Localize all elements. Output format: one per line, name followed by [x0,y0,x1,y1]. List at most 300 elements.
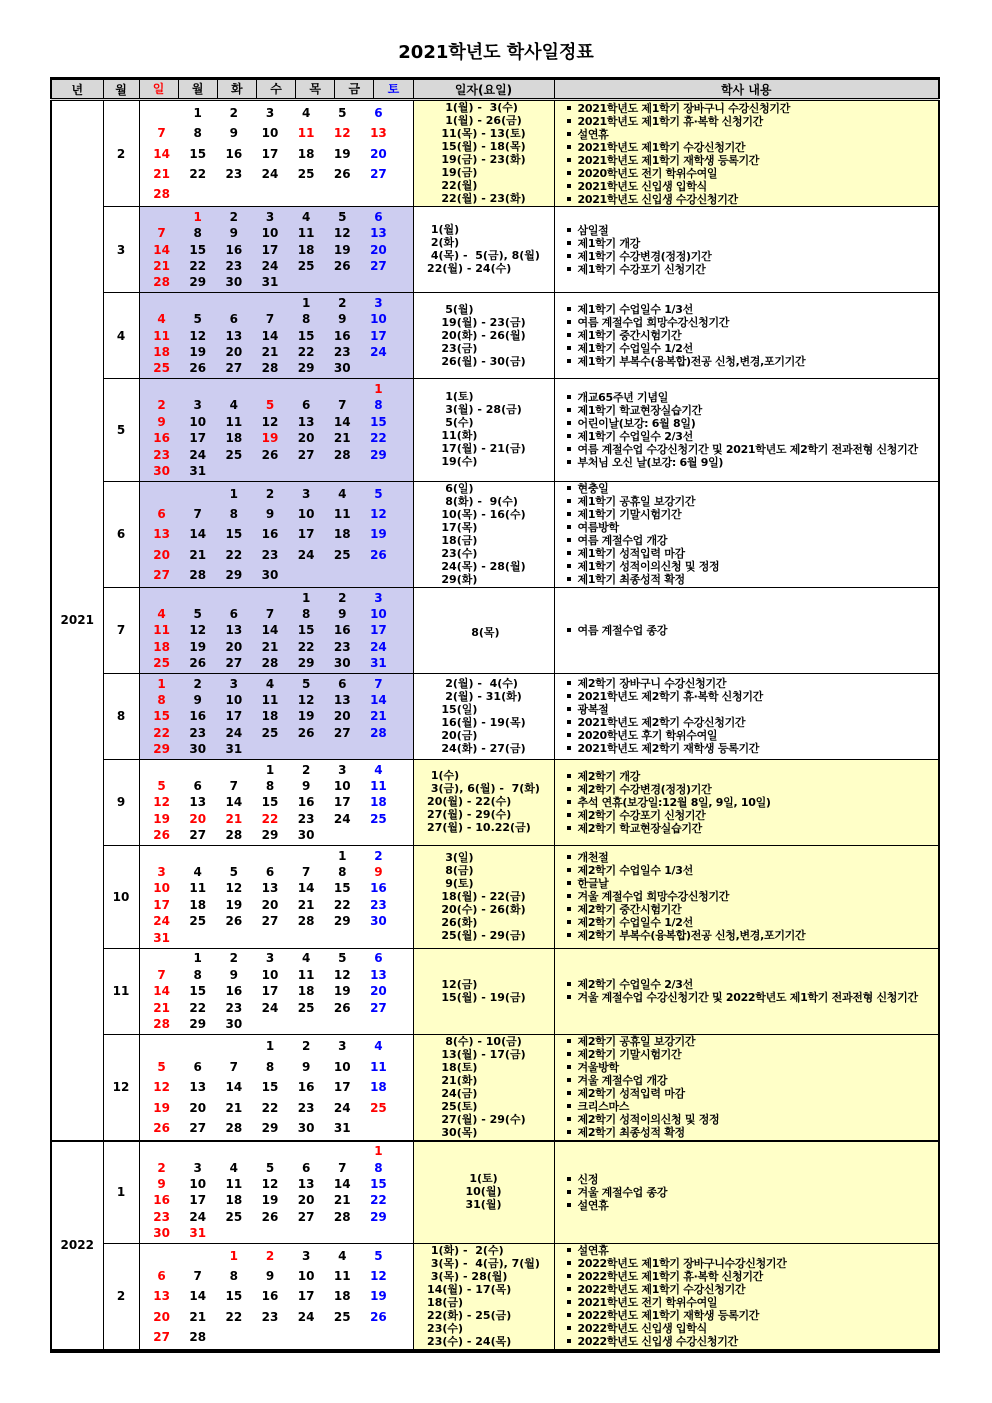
calendar-week-row [144,655,397,671]
day-number: 6 [229,312,239,327]
square-bullet-icon [567,1117,571,1121]
day-number: 8 [338,865,347,879]
day-number: 16 [153,431,170,446]
day-number: 27 [370,166,387,181]
day-number: 24 [225,725,243,740]
schedule-items [555,851,939,942]
calendar-week-row [144,639,397,655]
square-bullet-icon [567,707,571,711]
day-number: 29 [261,828,279,843]
schedule-item [567,180,939,193]
day-number: 7 [265,312,275,327]
day-number: 21 [189,1309,207,1324]
day-number: 16 [333,328,351,343]
day-number: 10 [225,692,243,707]
schedule-item [567,1035,939,1048]
square-bullet-icon [567,359,571,363]
square-bullet-icon [567,1287,571,1291]
day-number: 27 [261,914,279,929]
day-number: 14 [225,795,243,810]
calendar-week-row [144,1266,397,1286]
date-range: 20(수) - 26(화) [441,902,526,916]
calendar-week-row [144,692,397,708]
day-number: 1 [193,105,202,120]
month-block-2021-2 [51,100,939,207]
date-lines [441,390,525,468]
month-number: 12 [103,1034,139,1141]
square-bullet-icon [567,564,571,568]
day-number: 26 [189,361,207,376]
month-calendar [139,481,413,587]
schedule-item-text: 2021학년도 신입생 수강신청기간 [577,192,738,206]
weekday-label-6: 토 [373,80,412,98]
calendar-week-row [144,761,397,777]
month-calendar [139,845,413,948]
calendar-week-row [144,524,397,544]
day-number: 12 [297,692,315,707]
day-number: 30 [333,361,351,376]
day-number: 5 [338,105,347,120]
schedule-items [555,224,939,276]
square-bullet-icon [567,241,571,245]
day-number: 2 [229,105,239,120]
day-number: 16 [225,146,243,161]
schedule-item-text: 겨울 계절수업 종강 [577,1185,668,1199]
day-number: 4 [265,676,275,691]
schedule-item-text: 신정 [577,1172,599,1186]
schedule-item [567,1257,939,1270]
day-number: 20 [297,1193,315,1208]
square-bullet-icon [567,920,571,924]
day-number: 18 [370,1080,387,1095]
date-range: 24(금) [441,1086,478,1100]
calendar-week-row [144,184,397,204]
calendar-week-row [144,725,397,741]
day-number: 18 [297,242,315,257]
day-number: 20 [189,1100,207,1115]
date-range: 15(일) [441,702,478,716]
day-number: 14 [333,1177,351,1192]
day-number: 17 [261,146,279,161]
day-number: 29 [333,914,351,929]
day-number: 3 [157,865,166,879]
square-bullet-icon [567,1203,571,1207]
content-column-cell [554,100,939,207]
day-number: 1 [193,209,202,224]
schedule-items [555,770,939,835]
day-number: 22 [225,547,243,562]
day-number: 5 [374,486,383,501]
square-bullet-icon [567,1261,571,1265]
calendar-week-row [144,504,397,524]
square-bullet-icon [567,307,571,311]
calendar-grid [140,846,413,947]
day-number: 12 [333,967,351,982]
square-bullet-icon [567,267,571,271]
calendar-week-row [144,545,397,565]
day-number: 30 [297,1120,315,1135]
schedule-item [567,1283,939,1296]
schedule-item-text: 제1학기 공휴일 보강기간 [577,495,696,509]
square-bullet-icon [567,681,571,685]
square-bullet-icon [567,333,571,337]
day-number: 26 [370,547,387,562]
day-number: 1 [338,848,347,863]
day-number: 5 [265,1160,275,1175]
day-number: 16 [189,709,207,724]
schedule-item [567,1296,939,1309]
schedule-item-text: 추석 연휴(보강일:12월 8일, 9일, 10일) [577,795,771,809]
day-number: 10 [370,312,387,327]
calendar-week-row [144,430,397,446]
day-number: 2 [193,676,202,691]
day-number: 17 [261,984,279,999]
date-range: 2(월) - 31(화) [441,689,522,703]
calendar-grid [140,1142,413,1243]
schedule-item [567,1087,939,1100]
day-number: 3 [374,295,383,310]
schedule-item [567,456,939,469]
day-number: 1 [265,1039,275,1054]
schedule-item-text: 2021학년도 제2학기 휴·복학 신청기간 [577,690,763,704]
schedule-item [567,1100,939,1113]
day-number: 3 [265,951,275,966]
day-number: 21 [153,258,170,273]
schedule-item-text: 제2학기 최종성적 확정 [577,1126,685,1140]
schedule-item-text: 제1학기 학교현장실습기간 [577,403,702,417]
col-header-date: 일자(요일) [413,79,554,100]
day-number: 12 [333,126,351,141]
day-number: 22 [261,811,279,826]
date-range: 17(월) - 21(금) [441,442,526,456]
month-calendar [139,100,413,207]
schedule-item-text: 현충일 [577,482,609,496]
schedule-item [567,877,939,890]
calendar-week-row [144,103,397,123]
day-number: 9 [338,312,347,327]
day-number: 14 [153,984,170,999]
day-number: 29 [261,1120,279,1135]
date-lines [427,223,540,275]
day-number: 13 [297,414,315,429]
date-range: 3(일) [441,850,474,864]
calendar-week-row [144,344,397,360]
date-column-cell [413,481,554,587]
date-range: 1(월) [427,223,460,236]
schedule-item-text: 여름 계절수업 희망수강신청기간 [577,316,730,329]
schedule-item [567,534,939,547]
day-number: 17 [297,1289,315,1304]
schedule-item-text: 한글날 [577,877,609,891]
day-number: 12 [225,881,243,896]
day-number: 28 [189,1330,207,1345]
col-header-content: 학사 내용 [554,79,939,100]
schedule-item-text: 제1학기 개강 [577,236,641,250]
schedule-item-text: 설연휴 [577,127,609,141]
day-number: 22 [333,897,351,912]
day-number: 8 [193,967,202,982]
schedule-item-text: 제1학기 기말시험기간 [577,508,682,522]
calendar-grid [140,674,413,758]
day-number: 3 [301,486,311,501]
month-calendar [139,379,413,482]
day-number: 24 [189,447,207,462]
day-number: 19 [333,242,351,257]
day-number: 20 [153,1309,170,1324]
day-number: 15 [189,146,207,161]
day-number: 9 [193,692,202,707]
day-number: 10 [189,414,207,429]
schedule-item [567,929,939,942]
day-number: 28 [370,725,387,740]
date-range: 14(월) - 17(목) [427,1282,512,1296]
square-bullet-icon [567,486,571,490]
day-number: 16 [333,623,351,638]
day-number: 23 [370,897,387,912]
month-number: 5 [103,379,139,482]
day-number: 6 [229,606,239,621]
day-number: 11 [153,328,170,343]
square-bullet-icon [567,1274,571,1278]
day-number: 3 [265,209,275,224]
day-number: 21 [225,1100,243,1115]
schedule-item [567,495,939,508]
date-lines [466,1172,502,1211]
day-number: 26 [333,1000,351,1015]
day-number: 15 [297,623,315,638]
day-number: 14 [189,1289,207,1304]
date-range: 8(금) [441,863,474,877]
schedule-item [567,991,939,1004]
day-number: 30 [261,568,279,583]
day-number: 14 [153,242,170,257]
day-number: 27 [370,1000,387,1015]
day-number: 7 [193,1269,202,1283]
academic-calendar-table [50,77,940,1353]
day-number: 23 [333,639,351,654]
day-number: 10 [261,226,279,241]
schedule-item-text: 제1학기 성적입력 마감 [577,547,685,561]
day-number: 13 [225,328,243,343]
weekday-label-5: 금 [334,80,373,98]
day-number: 21 [333,1193,351,1208]
day-number: 27 [370,258,387,273]
day-number: 22 [297,344,315,359]
calendar-week-row [144,209,397,225]
square-bullet-icon [567,1065,571,1069]
day-number: 19 [370,1289,387,1304]
header-row [51,79,939,100]
schedule-item [567,391,939,404]
schedule-item-text: 제1학기 수업일수 1/2선 [577,342,693,355]
calendar-week-row [144,1245,397,1265]
day-number: 14 [225,1080,243,1095]
calendar-grid [140,949,413,1033]
day-number: 21 [370,709,387,724]
calendar-week-row [144,164,397,184]
day-number: 7 [193,506,202,521]
day-number: 12 [333,226,351,241]
schedule-item [567,1173,939,1186]
day-number: 27 [225,656,243,671]
calendar-grid [140,102,413,206]
square-bullet-icon [567,628,571,632]
schedule-item [567,1309,939,1322]
day-number: 25 [297,258,315,273]
schedule-item [567,809,939,822]
day-number: 17 [261,242,279,257]
day-number: 16 [370,881,387,896]
day-number: 13 [261,881,279,896]
day-number: 3 [374,590,383,605]
schedule-item [567,482,939,495]
day-number: 26 [225,914,243,929]
calendar-week-row [144,1057,397,1077]
day-number: 7 [301,865,311,879]
day-number: 7 [157,226,166,241]
date-range: 16(월) - 19(목) [441,715,526,729]
date-range: 25(토) [441,1099,478,1113]
square-bullet-icon [567,525,571,529]
day-number: 11 [297,226,315,241]
square-bullet-icon [567,434,571,438]
month-number: 8 [103,673,139,759]
date-range: 10(목) - 16(수) [441,507,526,521]
schedule-item-text: 제2학기 공휴일 보강기간 [577,1035,696,1049]
month-calendar [139,293,413,379]
day-number: 28 [153,1016,170,1031]
day-number: 20 [370,984,387,999]
square-bullet-icon [567,1052,571,1056]
content-column-cell [554,1141,939,1244]
date-lines [427,1244,540,1348]
day-number: 9 [229,226,239,241]
day-number: 28 [333,1209,351,1224]
day-number: 17 [153,897,170,912]
month-block-2021-12 [51,1034,939,1141]
day-number: 5 [193,312,202,327]
date-range: 5(월) [441,302,474,316]
day-number: 19 [189,344,207,359]
date-range: 23(수) [427,1321,464,1335]
calendar-week-row [144,565,397,585]
day-number: 16 [297,1080,315,1095]
day-number: 20 [225,344,243,359]
calendar-week-row [144,967,397,983]
date-range: 18(월) - 22(금) [441,889,526,903]
schedule-item-text: 2021학년도 제1학기 장바구니 수강신청기간 [577,101,791,115]
calendar-grid [140,482,413,586]
schedule-item-text: 제2학기 개강 [577,769,641,783]
calendar-week-row [144,950,397,966]
date-range: 27(월) - 29(수) [441,1112,526,1126]
day-number: 11 [153,623,170,638]
day-number: 27 [333,725,351,740]
calendar-week-row [144,606,397,622]
weekday-label-0: 일 [152,82,165,96]
day-number: 17 [333,795,351,810]
date-lines [467,626,499,639]
day-number: 21 [153,1000,170,1015]
day-number: 24 [153,914,170,929]
day-number: 9 [338,606,347,621]
square-bullet-icon [567,1039,571,1043]
day-number: 22 [370,431,387,446]
schedule-item-text: 삼일절 [577,223,609,237]
date-range: 3(월) - 28(금) [441,403,522,417]
schedule-item-text: 겨울방학 [577,1061,619,1075]
schedule-item [567,1199,939,1212]
day-number: 5 [338,209,347,224]
day-number: 1 [193,951,202,966]
day-number: 12 [261,1177,279,1192]
date-column-cell [413,759,554,845]
day-number: 25 [297,166,315,181]
schedule-item [567,342,939,355]
calendar-grid [140,1244,413,1348]
day-number: 9 [301,1059,311,1074]
day-number: 27 [153,568,170,583]
day-number: 28 [261,361,279,376]
schedule-item [567,573,939,586]
day-number: 13 [153,1289,170,1304]
schedule-item-text: 2022학년도 제1학기 장바구니수강신청기간 [577,1257,787,1271]
day-number: 4 [229,1160,239,1175]
day-number: 10 [370,606,387,621]
schedule-item [567,1270,939,1283]
date-lines [441,978,525,1004]
calendar-week-row [144,1118,397,1138]
schedule-item-text: 제2학기 기말시험기간 [577,1048,682,1062]
calendar-week-row [144,1286,397,1306]
day-number: 28 [153,275,170,290]
day-number: 24 [333,811,351,826]
day-number: 1 [229,486,239,501]
calendar-week-row [144,1143,397,1159]
content-column-cell [554,948,939,1034]
day-number: 25 [189,914,207,929]
day-number: 7 [374,676,383,691]
day-number: 8 [193,126,202,141]
day-number: 27 [225,361,243,376]
day-number: 18 [261,709,279,724]
day-number: 20 [261,897,279,912]
day-number: 19 [261,431,279,446]
schedule-item-text: 제2학기 성적이의신청 및 정정 [577,1113,720,1127]
day-number: 11 [261,692,279,707]
day-number: 7 [265,606,275,621]
square-bullet-icon [567,421,571,425]
day-number: 25 [153,361,170,376]
day-number: 12 [261,414,279,429]
day-number: 30 [153,464,170,479]
day-number: 23 [225,258,243,273]
square-bullet-icon [567,158,571,162]
schedule-item [567,716,939,729]
day-number: 15 [261,1080,279,1095]
day-number: 12 [189,328,207,343]
calendar-week-row [144,381,397,397]
day-number: 24 [261,166,279,181]
schedule-item-text: 제1학기 부복수(융복합)전공 신청,변경,포기기간 [577,355,806,368]
day-number: 11 [225,1177,243,1192]
day-number: 9 [157,414,166,429]
schedule-item [567,316,939,329]
day-number: 8 [301,312,311,327]
content-column-cell [554,673,939,759]
date-column-cell [413,379,554,482]
month-number: 9 [103,759,139,845]
